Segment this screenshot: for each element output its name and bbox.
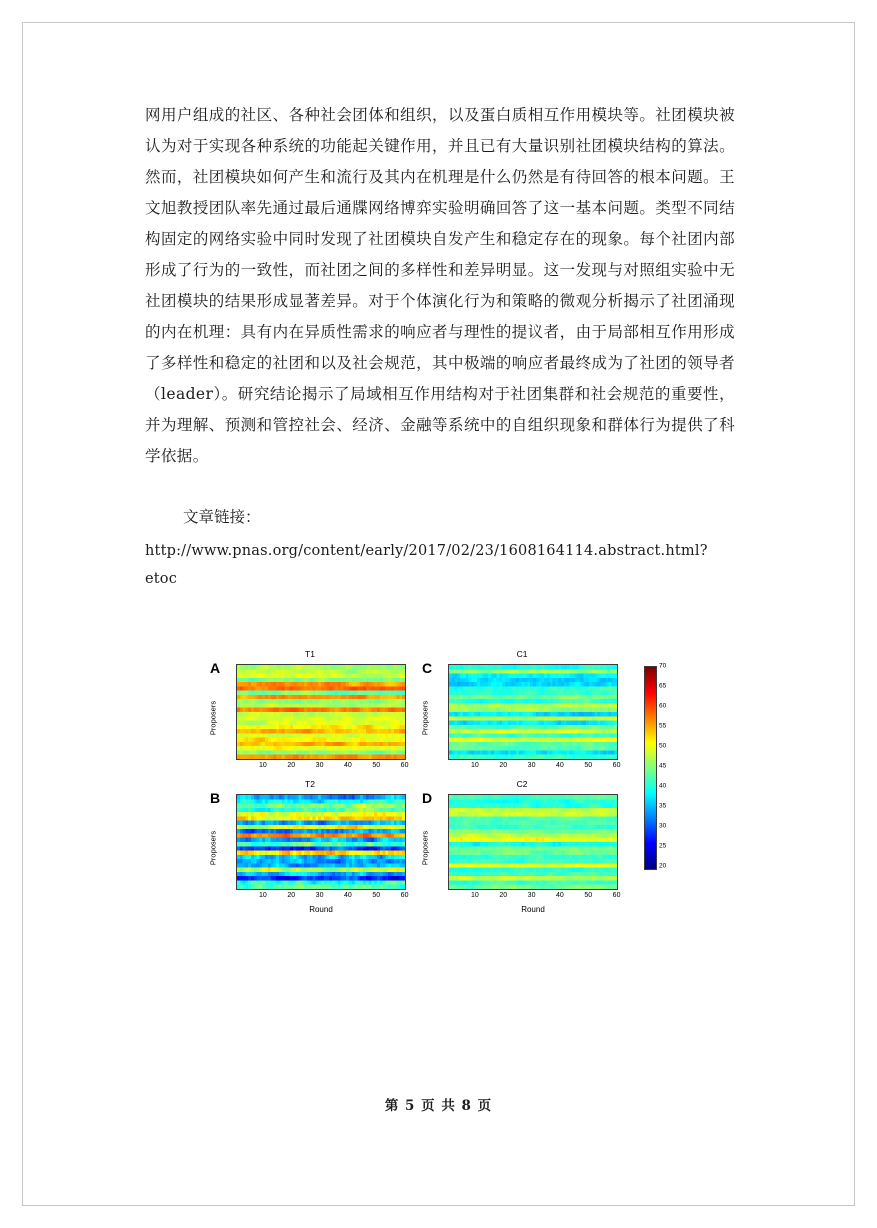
panel-C-letter: C (422, 660, 433, 676)
panel-A-ylabel: Proposers (208, 700, 218, 736)
article-link[interactable]: http://www.pnas.org/content/early/2017/02/23/1608164114.abstract.html?etoc (145, 543, 708, 587)
panel-A-letter: A (210, 660, 221, 676)
colorbar-tick-label: 35 (659, 802, 667, 810)
x-tick-label: 10 (259, 892, 267, 899)
colorbar-tick-label: 20 (659, 862, 667, 870)
panel-C-xticks (448, 762, 621, 772)
x-tick-label: 60 (612, 762, 621, 769)
panel-C-title: C1 (516, 649, 528, 659)
x-tick-label: 30 (315, 892, 324, 899)
panel-D-heatmap (448, 794, 618, 890)
paragraph-text: 网用户组成的社区、各种社会团体和组织，以及蛋白质相互作用模块等。社团模块被认为对于实现各种系统的功能起关键作用，并且已有大量识别社团模块结构的算法。然而，社团模块如何产生和流行及其内在机理是什么仍然是有待回答的根本问题。王文旭教授团队率先通过最后通牒网络博弈实验明确回答了这一基本问题。类型不同结构固定的网络实验中同时发现了社团模块自发产生和稳定存在的现象。每个社团内部形成了行为的一致性，而社团之间的多样性和差异明显。这一发现与对照组实验中无社团模块的结果形成显著差异。对于个体演化行为和策略的微观分析揭示了社团涌现的内在机理：具有内在异质性需求的响应者与理性的提议者，由于局部相互作用形成了多样性和稳定的社团和以及社会规范，其中极端的响应者最终成为了社团的领导者（leader）。研究结论揭示了局域相互作用结构对于社团集群和社会规范的重要性，并为理解、预测和管控社会、经济、金融等系统中的自组织现象和群体行为提供了科学依据。 (145, 106, 735, 465)
x-tick-label: 10 (259, 762, 267, 769)
x-tick-label: 50 (372, 762, 381, 769)
x-tick-label: 40 (344, 892, 352, 899)
panel-A-heatmap (236, 664, 406, 760)
x-tick-label: 30 (527, 762, 536, 769)
panel-C (420, 649, 621, 774)
panel-B-xlabel: Round (309, 905, 333, 914)
panel-A-title: T1 (305, 649, 315, 659)
panel-A-xticks (236, 762, 409, 772)
x-tick-label: 50 (372, 892, 381, 899)
x-tick-label: 20 (287, 892, 296, 899)
panel-D-xlabel: Round (521, 905, 545, 914)
panel-B-title: T2 (305, 779, 315, 789)
x-tick-label: 60 (612, 892, 621, 899)
link-heading: 文章链接： (183, 508, 261, 526)
colorbar-tick-label: 45 (659, 762, 667, 770)
colorbar-tick-label: 25 (659, 842, 667, 850)
panel-A (208, 649, 409, 774)
x-tick-label: 20 (499, 762, 508, 769)
page-footer: 第 5 页 共 8 页 (384, 1098, 493, 1114)
x-tick-label: 30 (315, 762, 324, 769)
x-tick-label: 40 (344, 762, 352, 769)
x-tick-label: 10 (471, 762, 479, 769)
x-tick-label: 60 (400, 892, 409, 899)
x-tick-label: 10 (471, 892, 479, 899)
colorbar-tick-label: 30 (659, 822, 667, 830)
colorbar-tick-label: 70 (659, 662, 667, 670)
panel-B (208, 779, 409, 914)
panel-B-heatmap (236, 794, 406, 890)
panel-B-ylabel: Proposers (208, 830, 218, 866)
x-tick-label: 20 (287, 762, 296, 769)
body-paragraph (145, 100, 735, 472)
colorbar-tick-label: 65 (659, 682, 667, 690)
panel-B-letter: B (210, 790, 221, 806)
x-tick-label: 50 (584, 762, 593, 769)
page-content (145, 100, 735, 593)
panel-C-heatmap (448, 664, 618, 760)
colorbar (644, 666, 657, 870)
x-tick-label: 60 (400, 762, 409, 769)
panel-D-xticks (448, 892, 621, 902)
x-tick-label: 40 (556, 762, 564, 769)
panel-D (420, 779, 621, 914)
colorbar-tick-label: 40 (659, 782, 667, 790)
colorbar-tick-label: 60 (659, 702, 667, 710)
x-tick-label: 40 (556, 892, 564, 899)
colorbar-tick-label: 55 (659, 722, 667, 730)
panel-B-xticks (236, 892, 409, 902)
colorbar-ticks (657, 662, 675, 870)
x-tick-label: 30 (527, 892, 536, 899)
panel-D-letter: D (422, 790, 433, 806)
panel-C-ylabel: Proposers (420, 700, 430, 736)
x-tick-label: 20 (499, 892, 508, 899)
panel-D-title: C2 (516, 779, 528, 789)
colorbar-tick-label: 50 (659, 742, 667, 750)
panel-D-ylabel: Proposers (420, 830, 430, 866)
x-tick-label: 50 (584, 892, 593, 899)
figure-heatmaps (208, 649, 672, 920)
